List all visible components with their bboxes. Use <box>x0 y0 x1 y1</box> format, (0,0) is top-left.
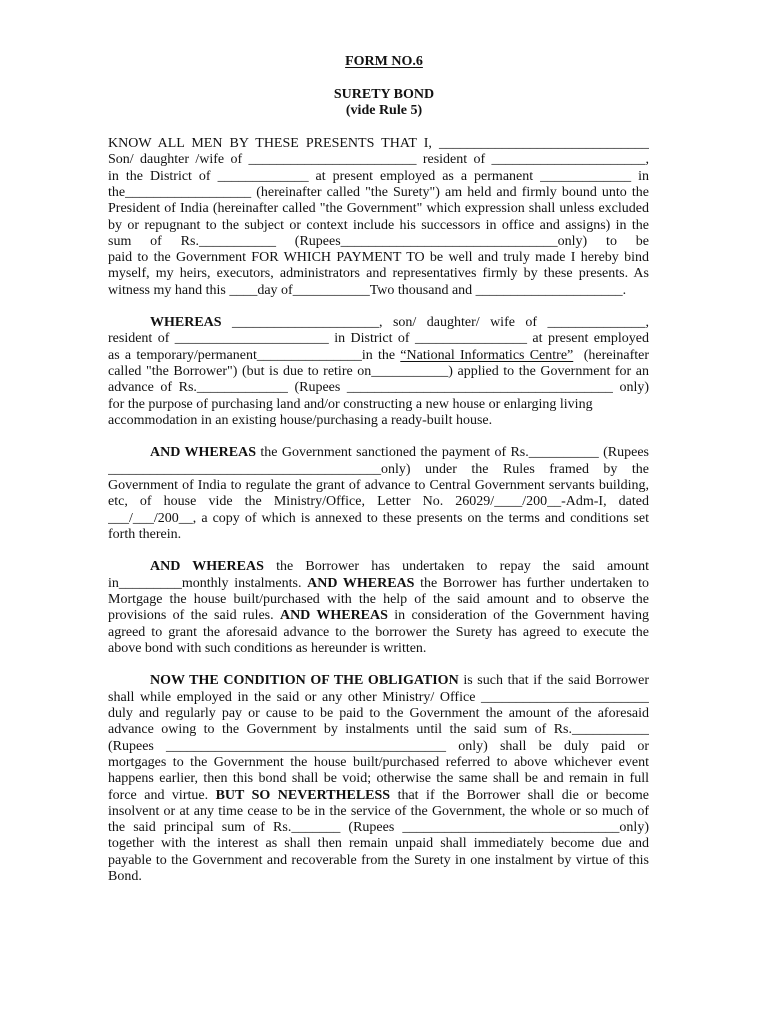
text-fragment: duly and regularly pay or cause to be paid to the Government the amount of the aforesaid <box>108 706 649 721</box>
text-line <box>108 705 649 722</box>
text-fragment: mortgages to the Government the house built/purchased referred to above whichever event <box>108 755 649 770</box>
text-fragment: in consideration of the Government having <box>387 608 649 623</box>
text-fragment: President of India (hereinafter called "the Government" which expression shall unless excluded <box>108 201 649 216</box>
text-fragment: provisions of the said rules. <box>108 608 280 623</box>
text-fragment: advance of Rs._____________ (Rupees ______________________________________ only) <box>108 380 649 395</box>
text-line <box>108 803 649 820</box>
text-line <box>108 330 649 347</box>
text-fragment: in the District of _____________ at present employed as a permanent _____________ in <box>108 169 649 184</box>
text-fragment: the said principal sum of Rs._______ (Rupees _______________________________only) <box>108 820 649 835</box>
text-fragment: called "the Borrower") (but is due to retire on___________) applied to the Government for an <box>108 364 649 379</box>
text-line <box>108 200 649 217</box>
text-line <box>108 510 649 527</box>
text-fragment: KNOW ALL MEN BY THESE PRESENTS THAT I, ______________________________ <box>108 136 649 151</box>
text-fragment: _______________________________________only) under the Rules framed by the <box>108 462 649 477</box>
underlined-text: “National Informatics Centre” <box>400 348 574 363</box>
text-line <box>108 217 649 234</box>
text-line <box>108 721 649 738</box>
text-line <box>108 379 649 396</box>
text-line <box>108 363 649 380</box>
text-fragment: resident of ______________________ in District of ________________ at present employed <box>108 331 649 346</box>
text-fragment: myself, my heirs, executors, administrators and representatives firmly by these presents. As <box>108 266 649 281</box>
text-line <box>108 282 649 299</box>
text-line <box>108 868 649 885</box>
text-line <box>108 640 649 657</box>
text-line <box>108 607 649 624</box>
text-fragment: agreed to grant the aforesaid advance to the borrower the Surety has agreed to execute the <box>108 625 649 640</box>
text-line <box>150 314 649 331</box>
text-fragment: insolvent or at any time cease to be in the service of the Government, the whole or so much of <box>108 804 649 819</box>
text-line <box>150 672 649 689</box>
text-fragment: shall while employed in the said or any other Ministry/ Office ________________________ <box>108 690 649 705</box>
text-line <box>108 412 649 429</box>
text-fragment: advance owing to the Government by instalments until the said sum of Rs.___________ <box>108 722 649 737</box>
text-line <box>108 493 649 510</box>
bold-text: WHEREAS <box>150 315 222 330</box>
text-line <box>108 624 649 641</box>
bold-text: NOW THE CONDITION OF THE OBLIGATION <box>150 673 459 688</box>
text-line <box>108 249 649 266</box>
text-fragment: etc, of house vide the Ministry/Office, Letter No. 26029/____/200__-Adm-I, dated <box>108 494 649 509</box>
text-line <box>108 819 649 836</box>
text-fragment: witness my hand this ____day of___________Two thousand and _____________________. <box>108 283 627 298</box>
text-line <box>108 835 649 852</box>
text-line <box>108 738 649 755</box>
text-fragment: sum of Rs.___________ (Rupees_______________________________only) to be <box>108 234 649 249</box>
text-line <box>108 265 649 282</box>
text-fragment: the__________________ (hereinafter called "the Surety") am held and firmly bound unto the <box>108 185 649 200</box>
text-fragment: is such that if the said Borrower <box>458 673 649 688</box>
bold-text: AND WHEREAS <box>150 445 257 460</box>
document-subtitle: (vide Rule 5) <box>345 103 423 118</box>
bold-text: BUT SO NEVERTHELESS <box>215 788 391 803</box>
text-fragment: happens earlier, then this bond shall be void; otherwise the same shall be and remain in full <box>108 771 649 786</box>
bold-text: AND WHEREAS <box>150 559 264 574</box>
text-fragment: paid to the Government FOR WHICH PAYMENT TO be well and truly made I hereby bind <box>108 250 649 265</box>
text-fragment: together with the interest as shall then remain unpaid shall immediately become due and <box>108 836 649 851</box>
bold-text: AND WHEREAS <box>307 576 415 591</box>
bold-text: AND WHEREAS <box>279 608 388 623</box>
text-line <box>108 461 649 478</box>
text-line <box>108 689 649 706</box>
text-line <box>108 168 649 185</box>
text-line <box>108 852 649 869</box>
text-line <box>108 754 649 771</box>
text-line <box>108 770 649 787</box>
text-fragment: the Borrower has further undertaken to <box>414 576 649 591</box>
text-fragment: as a temporary/permanent_______________in the <box>108 348 401 363</box>
text-fragment: by or repugnant to the subject or context include his successors in office and assigns) in the <box>108 218 649 233</box>
text-fragment: Son/ daughter /wife of ________________________ resident of ______________________, <box>108 152 649 167</box>
text-line <box>108 233 649 250</box>
text-line <box>108 787 649 804</box>
text-fragment: payable to the Government and recoverable from the Surety in one instalment by virtue of this <box>108 853 649 868</box>
document-title: SURETY BOND <box>333 87 435 102</box>
text-line <box>108 575 649 592</box>
text-fragment: Mortgage the house built/purchased with the help of the said amount and to observe the <box>108 592 649 607</box>
text-line <box>108 184 649 201</box>
text-fragment: _____________________, son/ daughter/ wife of ______________, <box>221 315 649 330</box>
text-fragment: Bond. <box>108 869 142 884</box>
text-fragment: the Government sanctioned the payment of Rs.__________ (Rupees <box>256 445 649 460</box>
text-fragment: the Borrower has undertaken to repay the said amount <box>263 559 649 574</box>
text-line <box>108 151 649 168</box>
text-fragment: Government of India to regulate the grant of advance to Central Government servants building, <box>108 478 649 493</box>
form-number-heading: FORM NO.6 <box>345 54 423 69</box>
text-fragment: (Rupees ________________________________________ only) shall be duly paid or <box>108 739 649 754</box>
text-fragment: above bond with such conditions as hereunder is written. <box>108 641 427 656</box>
text-fragment: force and virtue. <box>108 788 216 803</box>
text-fragment: (hereinafter <box>573 348 649 363</box>
text-line <box>108 477 649 494</box>
text-line <box>108 526 649 543</box>
text-fragment: for the purpose of purchasing land and/or constructing a new house or enlarging living <box>108 397 593 412</box>
text-line <box>108 347 649 364</box>
text-line <box>108 135 649 152</box>
text-line <box>108 591 649 608</box>
text-line <box>108 396 649 413</box>
text-fragment: forth therein. <box>108 527 182 542</box>
text-fragment: that if the Borrower shall die or become <box>390 788 649 803</box>
text-fragment: accommodation in an existing house/purchasing a ready-built house. <box>108 413 493 428</box>
text-line <box>150 444 649 461</box>
text-fragment: ___/___/200__, a copy of which is annexed to these presents on the terms and conditions set <box>108 511 649 526</box>
text-fragment: in_________monthly instalments. <box>108 576 308 591</box>
text-line <box>150 558 649 575</box>
